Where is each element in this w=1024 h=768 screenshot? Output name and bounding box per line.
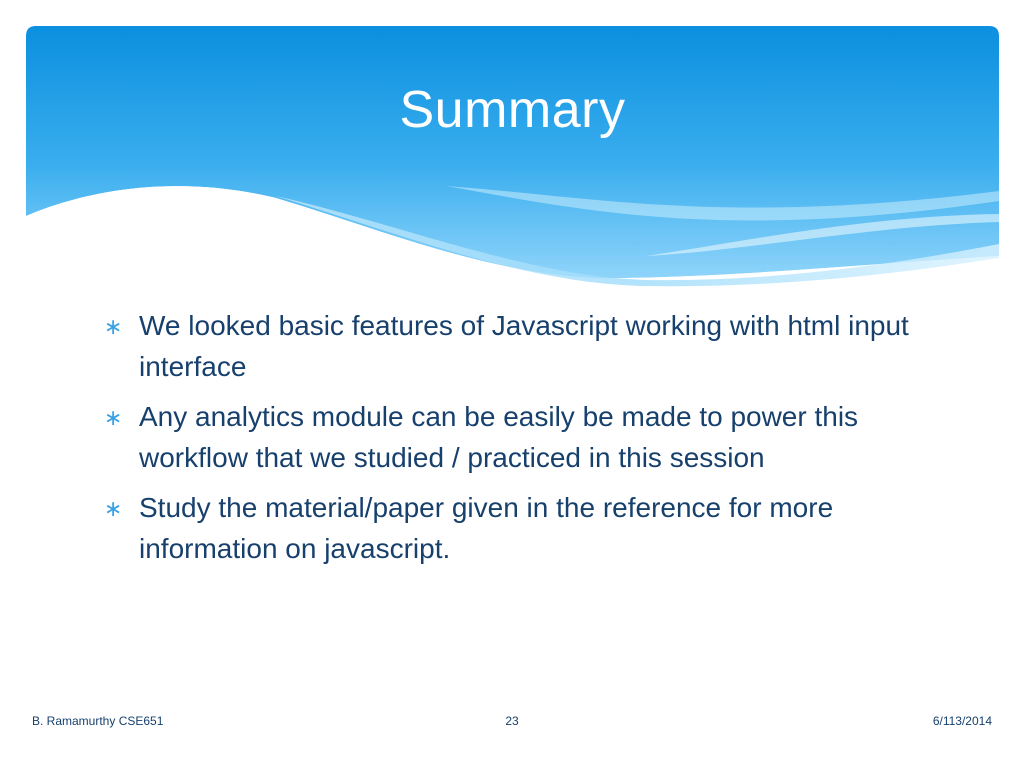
bullet-list	[100, 305, 920, 578]
asterisk-bullet-icon: ∗	[104, 496, 123, 521]
footer-page-number: 23	[505, 714, 519, 728]
footer-date: 6/113/2014	[932, 714, 992, 728]
bullet-item	[100, 305, 920, 387]
bullet-text: Study the material/paper given in the reference for more information on javascript.	[139, 492, 834, 564]
asterisk-bullet-icon: ∗	[104, 405, 123, 430]
banner-wave-graphic	[26, 26, 999, 288]
footer-author: B. Ramamurthy CSE651	[32, 714, 164, 728]
bullet-item	[100, 487, 920, 569]
bullet-item	[100, 396, 920, 478]
title-banner	[26, 26, 999, 288]
asterisk-bullet-icon: ∗	[104, 314, 123, 339]
slide-title: Summary	[399, 81, 626, 139]
bullet-text: We looked basic features of Javascript working with html input interface	[139, 310, 909, 382]
bullet-text: Any analytics module can be easily be made to power this workflow that we studied / practiced in this session	[139, 401, 859, 473]
